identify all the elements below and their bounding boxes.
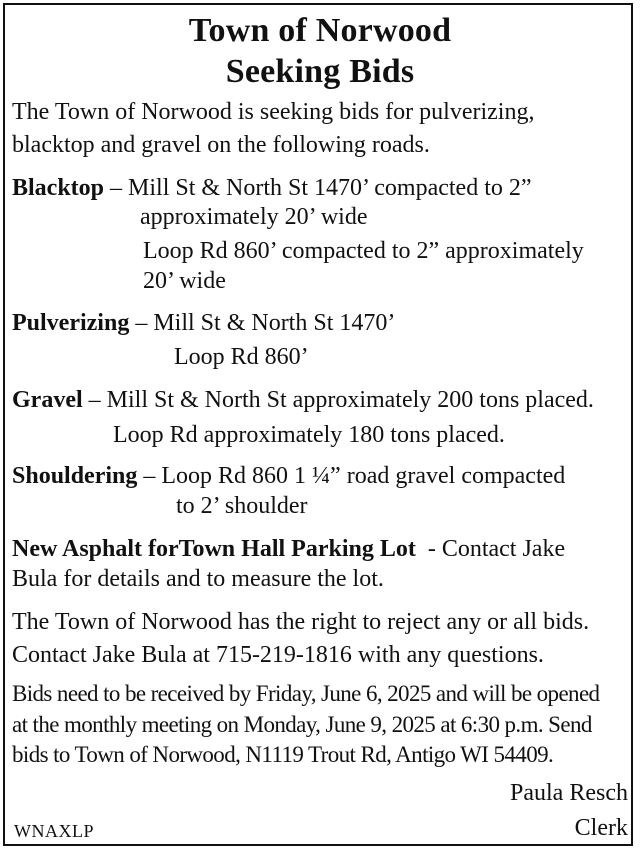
rights-line-1: The Town of Norwood has the right to reject any or all bids.: [12, 609, 590, 635]
blacktop-line-1: [12, 174, 532, 202]
shouldering-line-1: [12, 462, 565, 490]
blacktop-line-4: 20’ wide: [143, 268, 226, 294]
blacktop-line-3: Loop Rd 860’ compacted to 2” approximately: [143, 238, 584, 264]
deadline-line-2: at the monthly meeting on Monday, June 9, 2025 at 6:30 p.m. Send: [12, 712, 592, 737]
asphalt-label: New Asphalt forTown Hall Parking Lot: [12, 536, 416, 562]
shouldering-text-1: – Loop Rd 860 1 ¼” road gravel compacted: [137, 463, 566, 489]
gravel-text-1: – Mill St & North St approximately 200 tons placed.: [82, 387, 594, 413]
blacktop-label: Blacktop: [12, 175, 105, 201]
asphalt-line-2: Bula for details and to measure the lot.: [12, 566, 384, 592]
rights-line-2: Contact Jake Bula at 715-219-1816 with any questions.: [12, 642, 544, 668]
asphalt-text-1: - Contact Jake: [415, 536, 566, 562]
gravel-line-2: Loop Rd approximately 180 tons placed.: [113, 422, 505, 448]
notice-subtitle: Seeking Bids: [225, 53, 415, 90]
intro-line-1: The Town of Norwood is seeking bids for pulverizing,: [12, 99, 535, 125]
deadline-line-1: Bids need to be received by Friday, June 6, 2025 and will be opened: [12, 681, 600, 706]
pulverizing-label: Pulverizing: [12, 310, 130, 336]
intro-line-2: blacktop and gravel on the following roads.: [12, 132, 430, 158]
ad-code: WNAXLP: [14, 821, 94, 841]
blacktop-text-1: – Mill St & North St 1470’ compacted to 2”: [104, 175, 532, 201]
pulverizing-line-2: Loop Rd 860’: [174, 344, 309, 370]
shouldering-line-2: to 2’ shoulder: [176, 493, 308, 519]
pulverizing-text-1: – Mill St & North St 1470’: [129, 310, 396, 336]
asphalt-line-1: [12, 535, 565, 563]
blacktop-line-2: approximately 20’ wide: [140, 204, 368, 230]
notice-title: Town of Norwood: [188, 12, 452, 49]
signature-title: Clerk: [574, 815, 628, 841]
gravel-line-1: [12, 386, 594, 414]
signature-name: Paula Resch: [510, 780, 628, 806]
gravel-label: Gravel: [12, 387, 83, 413]
pulverizing-line-1: [12, 309, 395, 337]
deadline-line-3: bids to Town of Norwood, N1119 Trout Rd, Antigo WI 54409.: [12, 742, 554, 767]
shouldering-label: Shouldering: [12, 463, 138, 489]
